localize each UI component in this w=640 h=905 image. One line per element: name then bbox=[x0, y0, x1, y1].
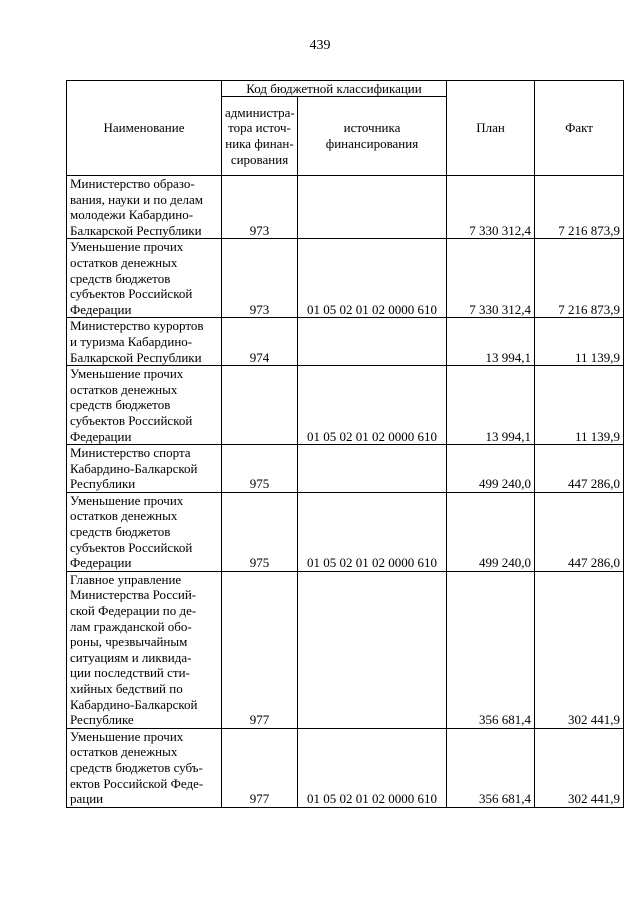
header-source: источника финансирования bbox=[298, 97, 447, 176]
page-number: 439 bbox=[309, 38, 331, 53]
row-admin-code bbox=[222, 366, 298, 445]
row-name: Уменьшение прочих остатков денежных средств бюджетов субъектов Российской Федерации bbox=[67, 239, 222, 318]
row-plan: 13 994,1 bbox=[447, 318, 535, 366]
row-source-code: 01 05 02 01 02 0000 610 bbox=[298, 239, 447, 318]
table-row bbox=[67, 239, 624, 318]
header-name: Наименование bbox=[67, 81, 222, 176]
row-plan: 13 994,1 bbox=[447, 366, 535, 445]
table-row bbox=[67, 728, 624, 807]
row-plan: 499 240,0 bbox=[447, 445, 535, 493]
row-plan: 499 240,0 bbox=[447, 492, 535, 571]
row-admin-code: 973 bbox=[222, 239, 298, 318]
row-source-code bbox=[298, 445, 447, 493]
row-admin-code: 974 bbox=[222, 318, 298, 366]
row-name: Уменьшение прочих остатков денежных средств бюджетов субъектов Российской Федерации bbox=[67, 492, 222, 571]
header-admin: администра- тора источ- ника финан- сирования bbox=[222, 97, 298, 176]
row-fact: 302 441,9 bbox=[535, 571, 624, 728]
row-source-code: 01 05 02 01 02 0000 610 bbox=[298, 366, 447, 445]
header-row bbox=[67, 81, 624, 97]
row-name: Главное управление Министерства Россий- ской Федерации по де- лам гражданской обо- роны, чрезвычайным ситуациям и ликвида- ции последствий сти- хийных бедствий по Кабардино-Балкарской Республике bbox=[67, 571, 222, 728]
row-name: Министерство курортов и туризма Кабардино- Балкарской Республики bbox=[67, 318, 222, 366]
row-admin-code: 975 bbox=[222, 492, 298, 571]
row-fact: 447 286,0 bbox=[535, 492, 624, 571]
row-source-code bbox=[298, 571, 447, 728]
row-name: Уменьшение прочих остатков денежных средств бюджетов субъ- ектов Российской Феде- рации bbox=[67, 728, 222, 807]
row-plan: 7 330 312,4 bbox=[447, 239, 535, 318]
table-row bbox=[67, 318, 624, 366]
table-row bbox=[67, 571, 624, 728]
row-fact: 7 216 873,9 bbox=[535, 176, 624, 239]
row-admin-code: 977 bbox=[222, 571, 298, 728]
table-row bbox=[67, 176, 624, 239]
row-name: Министерство спорта Кабардино-Балкарской Республики bbox=[67, 445, 222, 493]
row-name: Министерство образо- вания, науки и по делам молодежи Кабардино- Балкарской Республики bbox=[67, 176, 222, 239]
row-plan: 7 330 312,4 bbox=[447, 176, 535, 239]
table-row bbox=[67, 492, 624, 571]
row-fact: 302 441,9 bbox=[535, 728, 624, 807]
row-plan: 356 681,4 bbox=[447, 728, 535, 807]
row-source-code: 01 05 02 01 02 0000 610 bbox=[298, 728, 447, 807]
table-row bbox=[67, 366, 624, 445]
row-fact: 447 286,0 bbox=[535, 445, 624, 493]
row-admin-code: 977 bbox=[222, 728, 298, 807]
row-fact: 11 139,9 bbox=[535, 318, 624, 366]
row-source-code bbox=[298, 318, 447, 366]
row-plan: 356 681,4 bbox=[447, 571, 535, 728]
row-admin-code: 973 bbox=[222, 176, 298, 239]
header-fact: Факт bbox=[535, 81, 624, 176]
table-row bbox=[67, 445, 624, 493]
header-plan: План bbox=[447, 81, 535, 176]
row-fact: 7 216 873,9 bbox=[535, 239, 624, 318]
row-fact: 11 139,9 bbox=[535, 366, 624, 445]
row-source-code bbox=[298, 176, 447, 239]
row-name: Уменьшение прочих остатков денежных средств бюджетов субъектов Российской Федерации bbox=[67, 366, 222, 445]
budget-table bbox=[66, 80, 624, 808]
row-source-code: 01 05 02 01 02 0000 610 bbox=[298, 492, 447, 571]
header-code-group: Код бюджетной классификации bbox=[222, 81, 447, 97]
row-admin-code: 975 bbox=[222, 445, 298, 493]
